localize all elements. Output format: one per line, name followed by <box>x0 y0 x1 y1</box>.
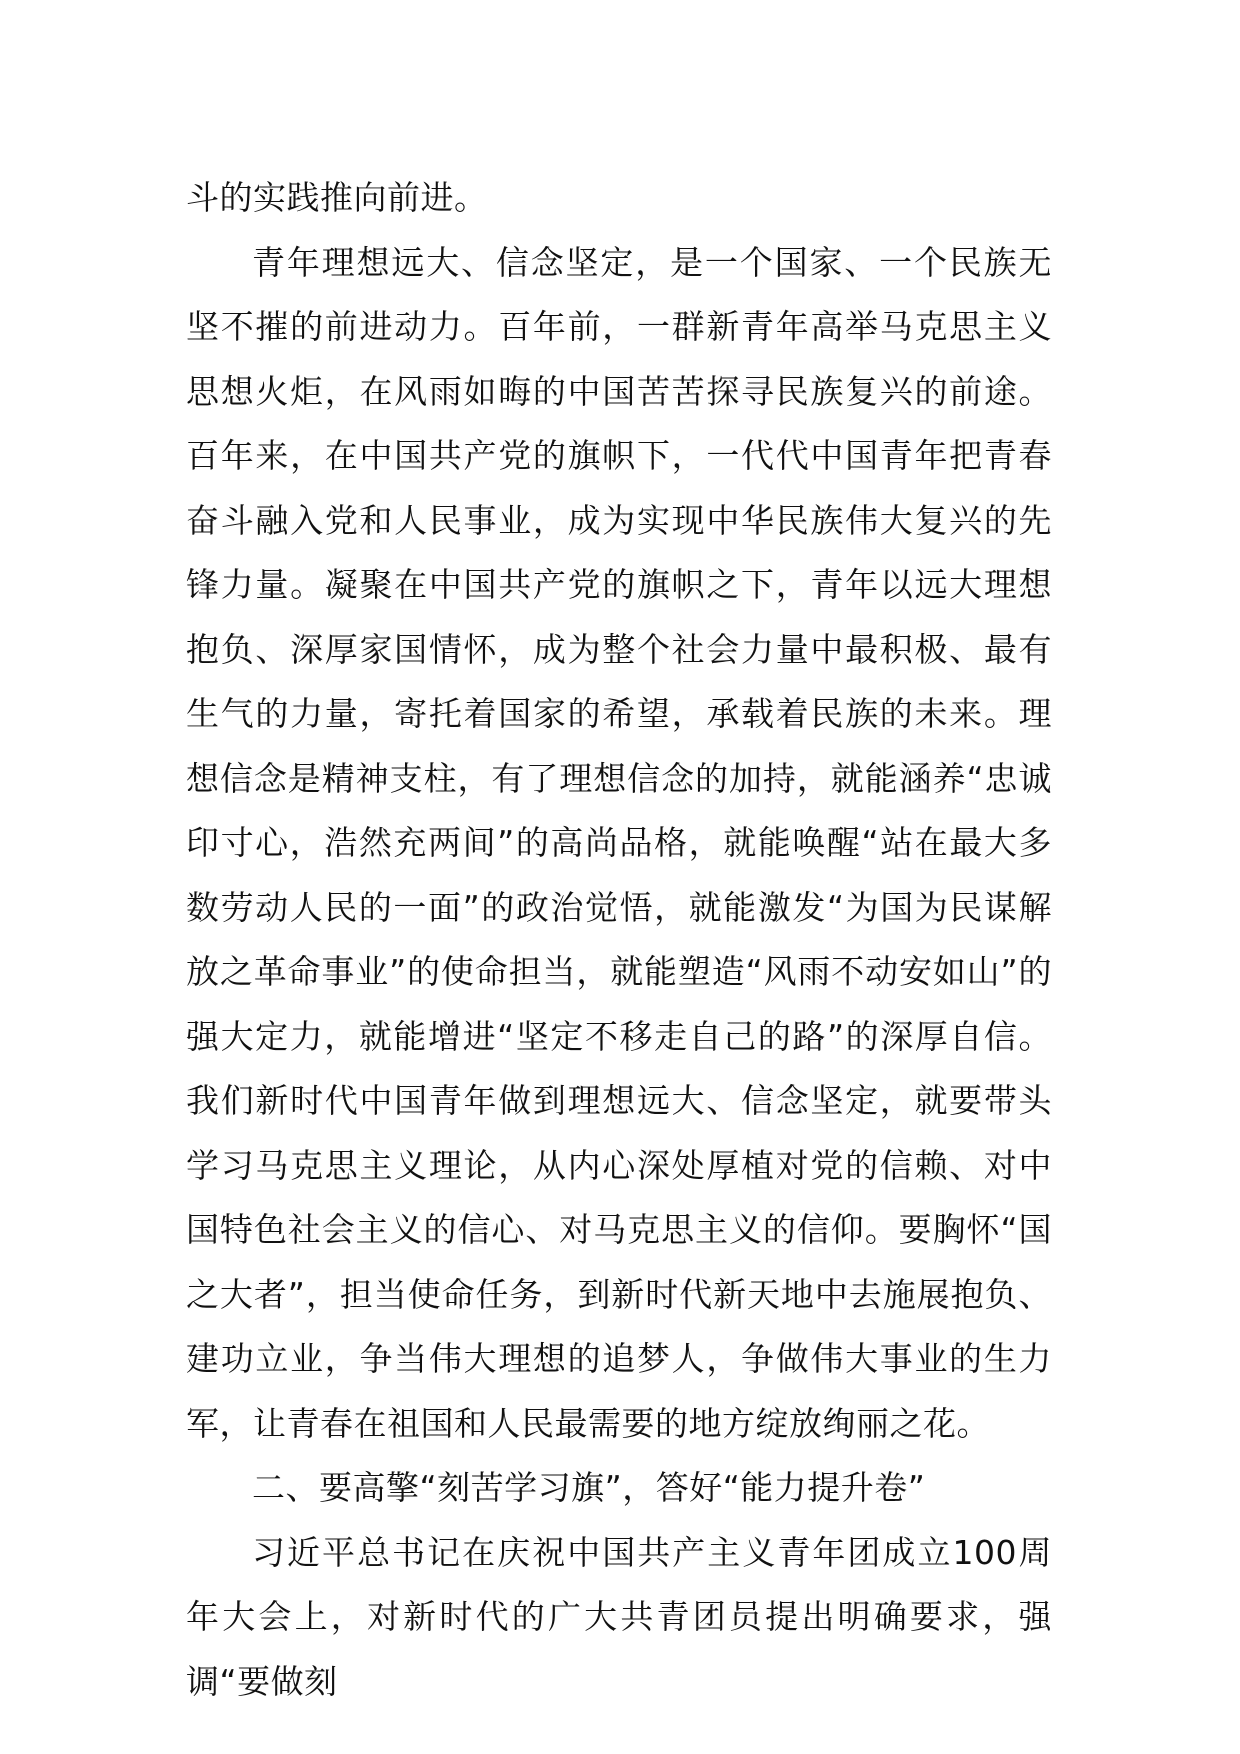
paragraph-continuation: 斗的实践推向前进。 <box>186 178 488 217</box>
document-body <box>186 166 1052 1714</box>
paragraph-youth-league-speech: 习近平总书记在庆祝中国共产主义青年团成立100周年大会上，对新时代的广大共青团员提出明确要求，强调“要做刻 <box>186 1532 1052 1701</box>
section-heading: 二、要高擎“刻苦学习旗”，答好“能力提升卷” <box>252 1468 926 1507</box>
paragraph-ideals-beliefs: 青年理想远大、信念坚定，是一个国家、一个民族无坚不摧的前进动力。百年前，一群新青年高举马克思主义思想火炬，在风雨如晦的中国苦苦探寻民族复兴的前途。百年来，在中国共产党的旗帜下，一代代中国青年把青春奋斗融入党和人民事业，成为实现中华民族伟大复兴的先锋力量。凝聚在中国共产党的旗帜之下，青年以远大理想抱负、深厚家国情怀，成为整个社会力量中最积极、最有生气的力量，寄托着国家的希望，承载着民族的未来。理想信念是精神支柱，有了理想信念的加持，就能涵养“忠诚印寸心，浩然充两间”的高尚品格，就能唤醒“站在最大多数劳动人民的一面”的政治觉悟，就能激发“为国为民谋解放之革命事业”的使命担当，就能塑造“风雨不动安如山”的强大定力，就能增进“坚定不移走自己的路”的深厚自信。我们新时代中国青年做到理想远大、信念坚定，就要带头学习马克思主义理论，从内心深处厚植对党的信赖、对中国特色社会主义的信心、对马克思主义的信仰。要胸怀“国之大者”，担当使命任务，到新时代新天地中去施展抱负、建功立业，争当伟大理想的追梦人，争做伟大事业的生力军，让青春在祖国和人民最需要的地方绽放绚丽之花。 <box>186 242 1052 1443</box>
